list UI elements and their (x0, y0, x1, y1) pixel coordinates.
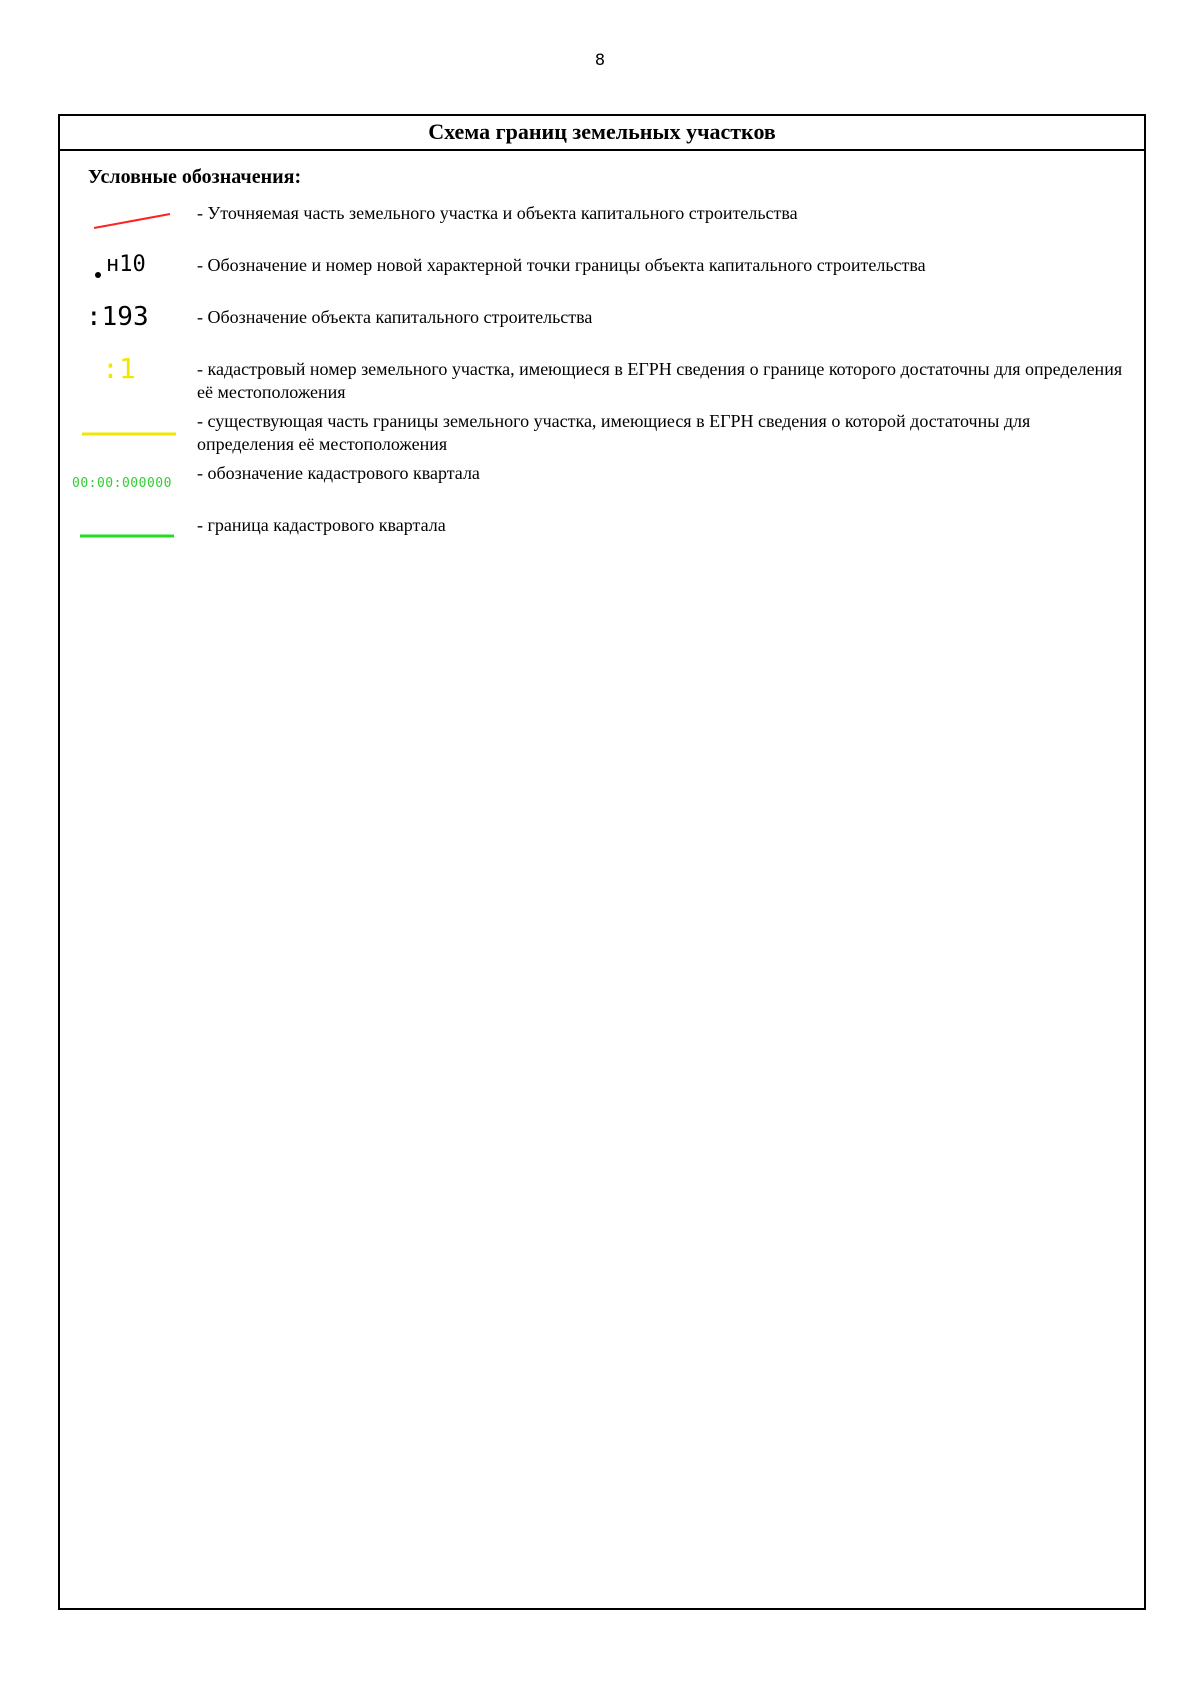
legend-item-description: - обозначение кадастрового квартала (197, 463, 480, 483)
scheme-frame (58, 114, 1146, 1610)
legend-item-description: - Обозначение и номер новой характерной точки границы объекта капитального строительства (197, 255, 926, 275)
point-label: н10 (106, 252, 146, 277)
red-line-symbol (60, 198, 200, 238)
quarter-label-symbol (60, 458, 200, 498)
point-symbol (60, 250, 200, 290)
legend-item-description: - граница кадастрового квартала (197, 515, 446, 535)
building-label: :193 (86, 302, 149, 332)
legend-title: Условные обозначения: (88, 166, 302, 188)
parcel-label: :1 (102, 352, 136, 385)
legend-item-description: - Обозначение объекта капитального строительства (197, 307, 593, 327)
green-line-symbol (60, 510, 200, 550)
quarter-label: 00:00:000000 (72, 476, 172, 491)
legend-item-description: - существующая часть границы земельного участка, имеющиеся в ЕГРН сведения о которой достаточны для определения её местоположения (197, 411, 1031, 454)
page-number: 8 (594, 50, 606, 69)
legend-item-description: - Уточняемая часть земельного участка и объекта капитального строительства (197, 203, 798, 223)
point-dot-icon (95, 272, 101, 278)
building-symbol (60, 302, 200, 342)
parcel-symbol (60, 354, 200, 400)
legend-item-description: - кадастровый номер земельного участка, имеющиеся в ЕГРН сведения о границе которого достаточны для определения её местоположения (197, 359, 1123, 402)
frame-title: Схема границ земельных участков (60, 116, 1144, 151)
yellow-line-symbol (60, 406, 200, 446)
